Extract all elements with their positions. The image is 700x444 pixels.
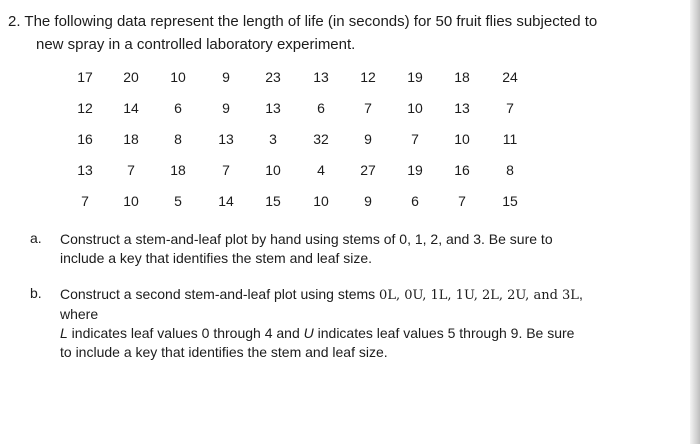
data-cell: 13: [313, 69, 329, 85]
data-cell: 5: [174, 193, 182, 209]
data-cell: 7: [364, 100, 372, 116]
data-cell: 10: [313, 193, 329, 209]
stem-list: 0L, 0U, 1L, 1U, 2L, 2U, and 3L: [379, 288, 579, 303]
data-cell: 8: [174, 131, 182, 147]
data-cell: 13: [454, 100, 470, 116]
data-cell: 10: [170, 69, 186, 85]
data-cell: 13: [265, 100, 281, 116]
data-cell: 7: [127, 162, 135, 178]
data-cell: 12: [77, 100, 93, 116]
data-cell: 16: [454, 162, 470, 178]
data-cell: 18: [123, 131, 139, 147]
letter-L: L: [60, 325, 68, 341]
data-cell: 10: [123, 193, 139, 209]
data-cell: 32: [313, 131, 329, 147]
data-cell: 13: [77, 162, 93, 178]
part-a-line-2: include a key that identifies the stem and leaf size.: [60, 250, 373, 266]
data-cell: 10: [265, 162, 281, 178]
part-a-line-1: Construct a stem-and-leaf plot by hand using stems of 0, 1, 2, and 3. Be sure to: [60, 231, 553, 247]
data-cell: 27: [360, 162, 376, 178]
data-cell: 15: [502, 193, 518, 209]
data-cell: 12: [360, 69, 376, 85]
data-cell: 19: [407, 69, 423, 85]
data-cell: 23: [265, 69, 281, 85]
letter-U: U: [303, 325, 314, 341]
data-row: [0, 191, 690, 211]
data-cell: 3: [269, 131, 277, 147]
data-cell: 9: [222, 69, 230, 85]
data-table: [0, 67, 690, 227]
data-cell: 9: [364, 131, 372, 147]
part-a-text: [60, 230, 620, 268]
data-cell: 9: [364, 193, 372, 209]
data-cell: 4: [317, 162, 325, 178]
part-b-line-2-end: indicates leaf values 5 through 9. Be sure: [313, 325, 575, 341]
data-cell: 7: [458, 193, 466, 209]
data-cell: 15: [265, 193, 281, 209]
data-row: [0, 67, 690, 87]
data-cell: 7: [222, 162, 230, 178]
part-b-label: b.: [30, 285, 42, 301]
data-cell: 7: [411, 131, 419, 147]
part-b-line-2-mid: indicates leaf values 0 through 4 and: [67, 325, 304, 341]
part-b-line-1: [60, 285, 620, 324]
data-cell: 7: [81, 193, 89, 209]
data-cell: 24: [502, 69, 518, 85]
data-cell: 7: [506, 100, 514, 116]
part-b-line-1-post: , where: [60, 286, 583, 322]
data-cell: 18: [170, 162, 186, 178]
data-cell: 6: [174, 100, 182, 116]
data-cell: 14: [218, 193, 234, 209]
data-cell: 13: [218, 131, 234, 147]
part-a-label: a.: [30, 230, 42, 246]
data-cell: 16: [77, 131, 93, 147]
data-cell: 8: [506, 162, 514, 178]
data-cell: 20: [123, 69, 139, 85]
data-cell: 10: [407, 100, 423, 116]
data-cell: 6: [411, 193, 419, 209]
data-row: [0, 98, 690, 118]
data-cell: 10: [454, 131, 470, 147]
data-row: [0, 160, 690, 180]
data-cell: 14: [123, 100, 139, 116]
question-text-line-2: new spray in a controlled laboratory experiment.: [36, 36, 356, 53]
part-b-line-3: to include a key that identifies the stem and leaf size.: [60, 344, 388, 360]
data-cell: 18: [454, 69, 470, 85]
data-cell: 6: [317, 100, 325, 116]
part-b-line-2: [60, 324, 620, 343]
page-edge-shadow: [690, 0, 700, 444]
data-cell: 17: [77, 69, 93, 85]
data-row: [0, 129, 690, 149]
data-cell: 11: [502, 131, 518, 147]
part-b-text: [60, 285, 620, 362]
part-b-line-1-pre: Construct a second stem-and-leaf plot using stems: [60, 286, 376, 302]
data-cell: 9: [222, 100, 230, 116]
question-text-line-1: 2. The following data represent the length of life (in seconds) for 50 fruit flies subjected to: [8, 13, 598, 30]
data-cell: 19: [407, 162, 423, 178]
